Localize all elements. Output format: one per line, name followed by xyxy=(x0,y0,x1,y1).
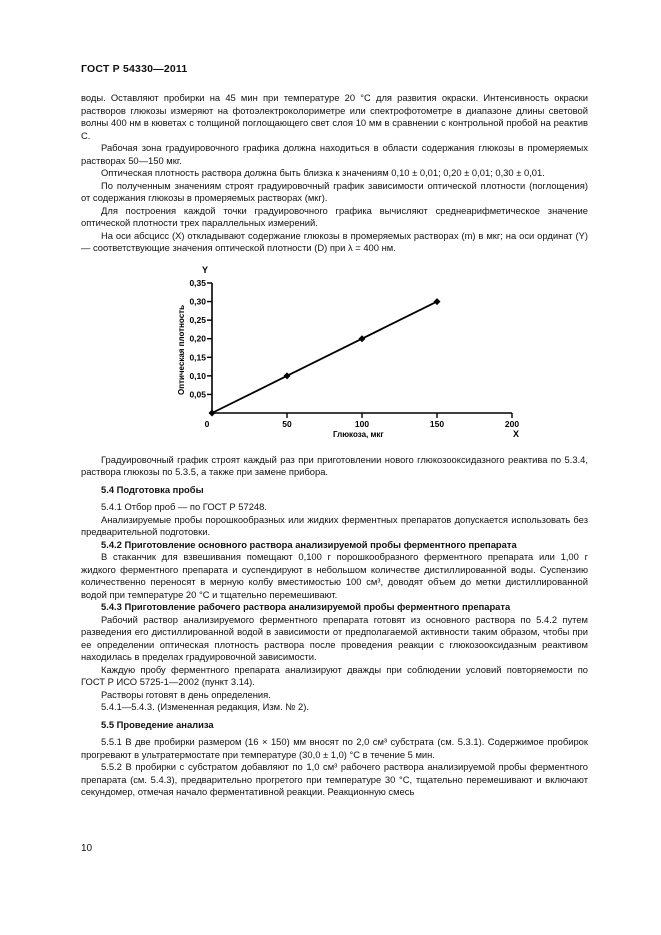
data-point xyxy=(359,335,366,342)
y-axis-label: Оптическая плотность xyxy=(177,304,186,395)
paragraph: Для построения каждой точки градуировочного графика вычисляют среднеарифметическое значение оптической плотности трех параллельных измерений. xyxy=(81,204,588,228)
calibration-chart xyxy=(81,263,588,448)
paragraph: 5.5.1 В две пробирки размером (16 × 150) мм вносят по 2,0 см³ субстрата (см. 5.3.1). Содержимое пробирок прогревают в ультратермостате при температуре (30,0 ± 1,0) °С в течение 5 мин. xyxy=(81,736,588,760)
data-point xyxy=(209,409,216,416)
x-tick-label: 200 xyxy=(504,418,520,429)
y-tick-label: 0,10 xyxy=(189,370,206,381)
y-tick-label: 0,20 xyxy=(189,333,206,344)
paragraph: Растворы готовят в день определения. xyxy=(101,688,271,700)
series-line xyxy=(212,301,437,412)
paragraph: Оптическая плотность раствора должна быть близка к значениям 0,10 ± 0,01; 0,20 ± 0,01; 0,30 ± 0,01. xyxy=(101,167,545,178)
page-number: 10 xyxy=(81,843,93,854)
chart-svg xyxy=(81,263,588,448)
x-tick-label: 100 xyxy=(354,418,370,429)
paragraph: 5.4 Подготовка пробы xyxy=(101,483,204,495)
paragraph: 5.4.1 Отбор проб — по ГОСТ Р 57248. xyxy=(101,501,267,512)
document-header: ГОСТ Р 54330—2011 xyxy=(81,63,188,75)
y-tick-label: 0,35 xyxy=(189,277,206,288)
x-tick-label: 0 xyxy=(204,418,210,429)
paragraph: 5.4.1—5.4.3. (Измененная редакция, Изм. № 2). xyxy=(101,701,309,712)
y-axis-letter: Y xyxy=(202,264,209,275)
paragraph: Градуировочный график строят каждый раз при приготовлении нового глюкозооксидазного реактива по 5.3.4, раствора глюкозы по 5.3.5, а также при замене прибора. xyxy=(81,453,588,477)
x-tick-label: 50 xyxy=(282,418,292,429)
paragraph: 5.4.3 Приготовление рабочего раствора анализируемой пробы ферментного препарата xyxy=(101,601,511,612)
paragraph: Анализируемые пробы порошкообразных или жидких ферментных препаратов допускается использовать без предварительной подготовки. xyxy=(81,513,588,537)
y-tick-label: 0,25 xyxy=(189,314,206,325)
paragraph: 5.5.2 В пробирки с субстратом добавляют по 1,0 см³ рабочего раствора анализируемой пробы ферментного препарата (см. 5.4.3), предварительно прогретого при температуре 30 °С, тщательно перемешивают и включают секундомер, отмечая начало ферментативной реакции. Реакционную смесь xyxy=(81,761,588,797)
x-axis-letter: X xyxy=(513,428,520,439)
paragraph: По полученным значениям строят градуировочный график зависимости оптической плотности (поглощения) от содержания глюкозы в промеряемых растворах (мкг). xyxy=(81,179,588,203)
paragraph: воды. Оставляют пробирки на 45 мин при температуре 20 °С для развития окраски. Интенсивность окраски растворов глюкозы измеряют на фотоэлектроколориметре или спектрофотометре в диапазоне длины световой волны 400 нм в кюветах с толщиной поглощающего свет слоя 10 мм в сравнении с контрольной пробой на реактив С. xyxy=(81,92,588,141)
paragraph: На оси абсцисс (X) откладывают содержание глюкозы в промеряемых растворах (m) в мкг; на оси ординат (Y) — соответствующие значения оптической плотности (D) при λ = 400 нм. xyxy=(81,229,588,253)
paragraphs-bottom xyxy=(81,454,588,799)
paragraph: В стаканчик для взвешивания помещают 0,100 г порошкообразного ферментного препарата или 1,00 г жидкого ферментного препарата и суспендируют в небольшом количестве дистиллированной воды. Суспензию количественно переносят в мерную колбу вместимостью 100 см³, доводят объем до метки дистиллированной водой при температуре 20 °С и тщательно перемешивают. xyxy=(81,551,588,600)
y-tick-label: 0,15 xyxy=(189,351,206,362)
paragraph: Рабочий раствор анализируемого ферментного препарата готовят из основного раствора по 5.4.2 путем разведения его дистиллированной водой в зависимости от предполагаемой активности таким образом, чтобы при ее определении оптическая плотность раствора после проведения реакции с глюкозооксидазным реактивом находилась в пределах градуировочной зависимости. xyxy=(81,613,588,662)
paragraph: Каждую пробу ферментного препарата анализируют дважды при соблюдении условий повторяемости по ГОСТ Р ИСО 5725-1—2002 (пункт 3.14). xyxy=(81,663,588,687)
x-axis-label: Глюкоза, мкг xyxy=(333,429,384,439)
y-tick-label: 0,30 xyxy=(189,296,206,307)
data-point xyxy=(434,298,441,305)
paragraph: 5.5 Проведение анализа xyxy=(101,718,214,730)
paragraph: 5.4.2 Приготовление основного раствора анализируемой пробы ферментного препарата xyxy=(101,538,517,550)
document-body xyxy=(81,92,588,799)
data-point xyxy=(284,372,291,379)
x-tick-label: 150 xyxy=(429,418,445,429)
y-tick-label: 0,05 xyxy=(189,388,206,399)
paragraph: Рабочая зона градуировочного графика должна находиться в области содержания глюкозы в промеряемых растворах 50—150 мкг. xyxy=(81,142,588,166)
